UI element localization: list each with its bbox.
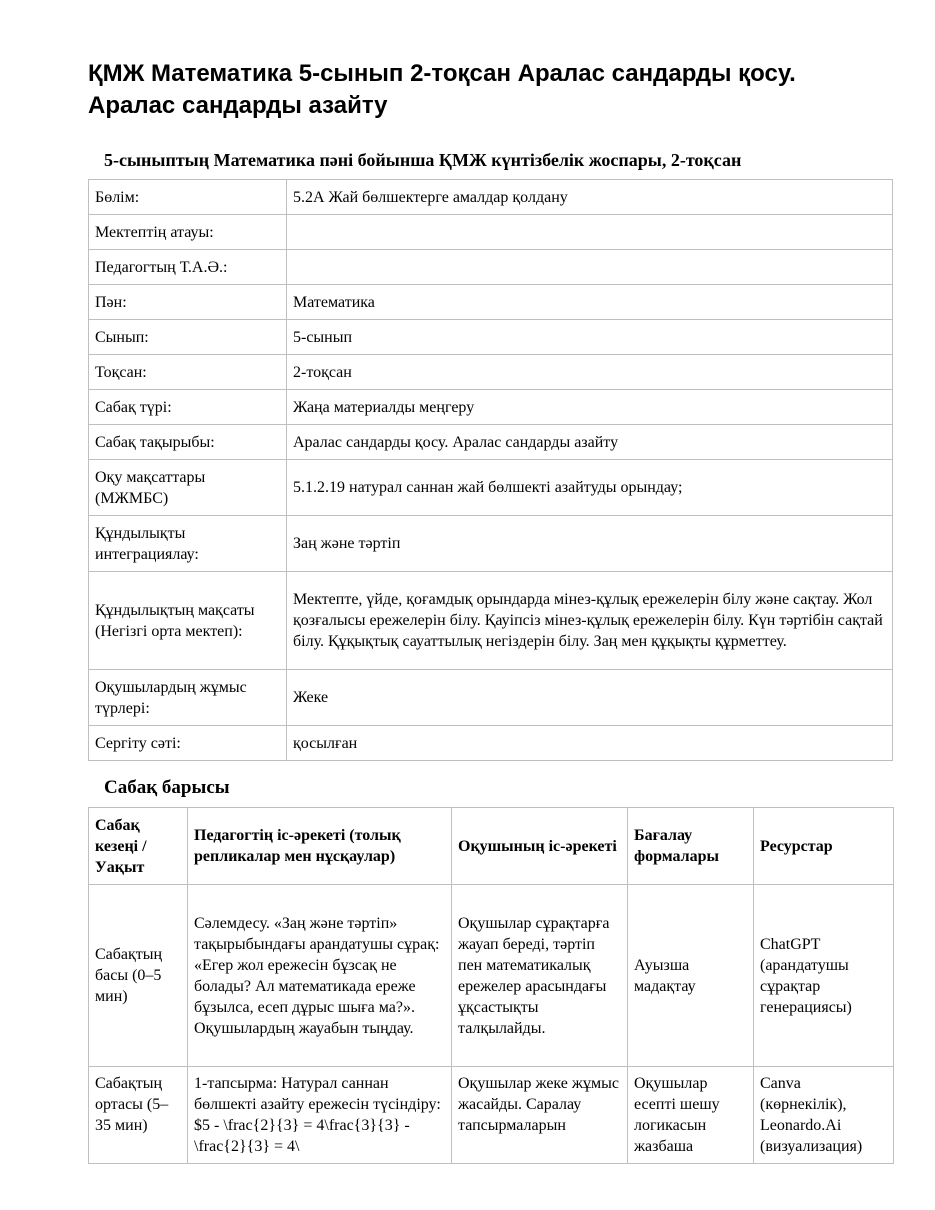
table-row — [89, 285, 893, 320]
column-header-resources: Ресурстар — [754, 808, 894, 885]
assessment-text: Оқушылар есепті шешу логикасын жазбаша — [634, 1075, 720, 1155]
table-row — [89, 670, 893, 726]
stage-text: Сабақтың ортасы (5–35 мин) — [95, 1075, 169, 1134]
info-label: Педагогтың Т.А.Ә.: — [89, 250, 287, 285]
table-row — [89, 460, 893, 516]
table-row — [89, 250, 893, 285]
column-header-assessment: Бағалау формалары — [628, 808, 754, 885]
info-label: Сабақ тақырыбы: — [89, 425, 287, 460]
lesson-flow-table — [88, 807, 894, 1164]
info-label: Пән: — [89, 285, 287, 320]
column-header-teacher: Педагогтің іс-әрекеті (толық репликалар мен нұсқаулар) — [188, 808, 452, 885]
assessment-cell: Ауызша мадақтау — [628, 885, 754, 1067]
info-value: Жаңа материалды меңгеру — [287, 390, 893, 425]
table-row — [89, 572, 893, 670]
info-value: Жеке — [287, 670, 893, 726]
info-value: Математика — [287, 285, 893, 320]
resources-cell — [754, 1067, 894, 1164]
column-header-stage: Сабақ кезеңі / Уақыт — [89, 808, 188, 885]
info-value: Аралас сандарды қосу. Аралас сандарды азайту — [287, 425, 893, 460]
info-value: Заң және тәртіп — [287, 516, 893, 572]
page-title: ҚМЖ Математика 5-сынып 2-тоқсан Аралас сандарды қосу. Аралас сандарды азайту — [88, 60, 796, 119]
column-header-student: Оқушының іс-әрекеті — [452, 808, 628, 885]
student-activity-cell: Оқушылар сұрақтарға жауап береді, тәртіп пен математикалық ережелер арасындағы ұқсастықты талқылайды. — [452, 885, 628, 1067]
student-activity-cell — [452, 1067, 628, 1164]
table-row — [89, 726, 893, 761]
info-label: Құндылықтың мақсаты (Негізгі орта мектеп): — [89, 572, 287, 670]
stage-cell — [89, 1067, 188, 1164]
table-row — [89, 516, 893, 572]
table-row — [89, 180, 893, 215]
section-heading: Сабақ барысы — [104, 777, 230, 798]
table-header-row — [89, 808, 894, 885]
info-label: Оқу мақсаттары (МЖМБС) — [89, 460, 287, 516]
plan-subtitle: 5-сыныптың Математика пәні бойынша ҚМЖ күнтізбелік жоспары, 2-тоқсан — [104, 150, 742, 170]
info-label: Оқушылардың жұмыс түрлері: — [89, 670, 287, 726]
student-activity-text: Оқушылар жеке жұмыс жасайды. Саралау тапсырмаларын — [458, 1075, 619, 1134]
info-value: қосылған — [287, 726, 893, 761]
info-label: Сынып: — [89, 320, 287, 355]
info-value: 5.2А Жай бөлшектерге амалдар қолдану — [287, 180, 893, 215]
info-label: Тоқсан: — [89, 355, 287, 390]
teacher-activity-cell — [188, 1067, 452, 1164]
info-value: 5-сынып — [287, 320, 893, 355]
resources-cell: ChatGPT (арандатушы сұрақтар генерациясы) — [754, 885, 894, 1067]
info-label: Мектептің атауы: — [89, 215, 287, 250]
table-row — [89, 355, 893, 390]
info-value — [287, 250, 893, 285]
table-row — [89, 425, 893, 460]
info-value: 2-тоқсан — [287, 355, 893, 390]
table-row — [89, 1067, 894, 1164]
info-label: Құндылықты интеграциялау: — [89, 516, 287, 572]
teacher-activity-text: 1-тапсырма: Натурал саннан бөлшекті азайту ережесін түсіндіру: $5 - \frac{2}{3} = 4\frac{3}{3} - \frac{2}{3} = 4\ — [194, 1075, 441, 1155]
info-value — [287, 215, 893, 250]
info-label: Сабақ түрі: — [89, 390, 287, 425]
stage-cell: Сабақтың басы (0–5 мин) — [89, 885, 188, 1067]
table-row — [89, 215, 893, 250]
teacher-activity-cell: Сәлемдесу. «Заң және тәртіп» тақырыбындағы арандатушы сұрақ: «Егер жол ережесін бұзсақ не болады? Ал математикада ереже бұзылса, есеп дұрыс шыға ма?». Оқушылардың жауабын тыңдау. — [188, 885, 452, 1067]
resources-text: Canva (көрнекілік), Leonardo.Ai (визуализация) — [760, 1075, 863, 1155]
assessment-cell — [628, 1067, 754, 1164]
info-label: Сергіту сәті: — [89, 726, 287, 761]
table-row — [89, 390, 893, 425]
table-row — [89, 885, 894, 1067]
info-label: Бөлім: — [89, 180, 287, 215]
table-row — [89, 320, 893, 355]
info-value: Мектепте, үйде, қоғамдық орындарда мінез-құлық ережелерін білу және сақтау. Жол қозғалысы ережелерін білу. Қауіпсіз мінез-құлық ережелерін білу. Күн тәртібін сақтай білу. Құқықтық сауаттылық негіздерін білу. Заң мен құқықты құрметтеу. — [287, 572, 893, 670]
lesson-info-table — [88, 179, 893, 761]
info-value: 5.1.2.19 натурал саннан жай бөлшекті азайтуды орындау; — [287, 460, 893, 516]
